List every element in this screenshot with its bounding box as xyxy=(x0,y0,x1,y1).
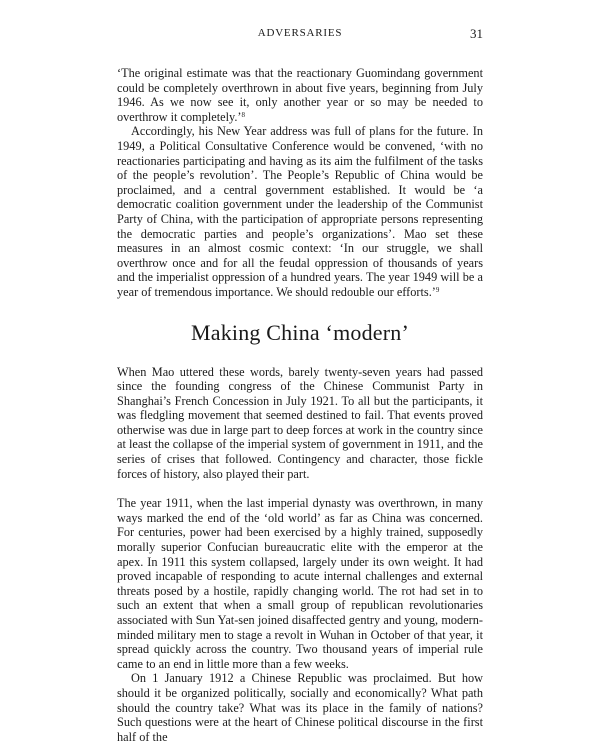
paragraph: The year 1911, when the last imperial dynasty was overthrown, in many ways marked the end of the ‘old world’ as far as China was concerned. For centuries, power had been exercised by a highly trained, supposedly morally superior Confucian bureaucratic elite with the emperor at the apex. In 1911 this system collapsed, largely under its own weight. It had proved incapable of responding to acute internal challenges and external threats posed by a hostile, rapidly changing world. The rot had set in to such an extent that when a small group of republican revolutionaries associated with Sun Yat-sen joined disaffected gentry and young, modern-minded military men to stage a revolt in Wuhan in October of that year, it spread quickly across the country. Two thousand years of imperial rule came to an end in little more than a few weeks. xyxy=(117,496,483,671)
paragraph: On 1 January 1912 a Chinese Republic was proclaimed. But how should it be organized politically, socially and economically? What path should the country take? What was its place in the family of nations? Such questions were at the heart of Chinese political discourse in the first half of the xyxy=(117,671,483,744)
paragraph xyxy=(117,124,483,299)
page-number: 31 xyxy=(470,26,483,41)
paragraph-quote xyxy=(117,66,483,124)
body-text xyxy=(117,66,483,744)
paragraph-text: ‘The original estimate was that the reactionary Guomindang government could be completely overthrown in about five years, beginning from July 1946. As we now see it, only another year or so may be needed to overthrow it completely.’ xyxy=(117,66,483,124)
running-title: ADVERSARIES xyxy=(257,27,343,39)
paragraph: When Mao uttered these words, barely twenty-seven years had passed since the founding congress of the Chinese Communist Party in Shanghai’s French Concession in July 1921. To all but the participants, it was fledgling movement that seemed destined to fail. That events proved otherwise was due in large part to deep forces at work in the country since at least the collapse of the imperial system of government in 1911, and the series of crises that followed. Contingency and character, those fickle forces of history, also played their part. xyxy=(117,364,483,481)
footnote-marker: 8 xyxy=(241,110,246,119)
section-heading: Making China ‘modern’ xyxy=(190,319,410,345)
paragraph-text: Accordingly, his New Year address was full of plans for the future. In 1949, a Political Consultative Conference would be convened, ‘with no reactionaries participating and having as its aim the fulfilment of the tasks of the people’s revolution’. The People’s Republic of China would be proclaimed, and a central government established. It would be ‘a democratic coalition government under the leadership of the Communist Party of China, with the participation of appropriate persons representing the democratic parties and people’s organizations’. Mao set these measures in an almost cosmic context: ‘In our struggle, we shall overthrow once and for all the feudal oppression of thousands of years and the imperialist oppression of a hundred years. The year 1949 will be a year of tremendous importance. We should redouble our efforts.’ xyxy=(117,124,483,299)
footnote-marker: 9 xyxy=(435,285,440,294)
